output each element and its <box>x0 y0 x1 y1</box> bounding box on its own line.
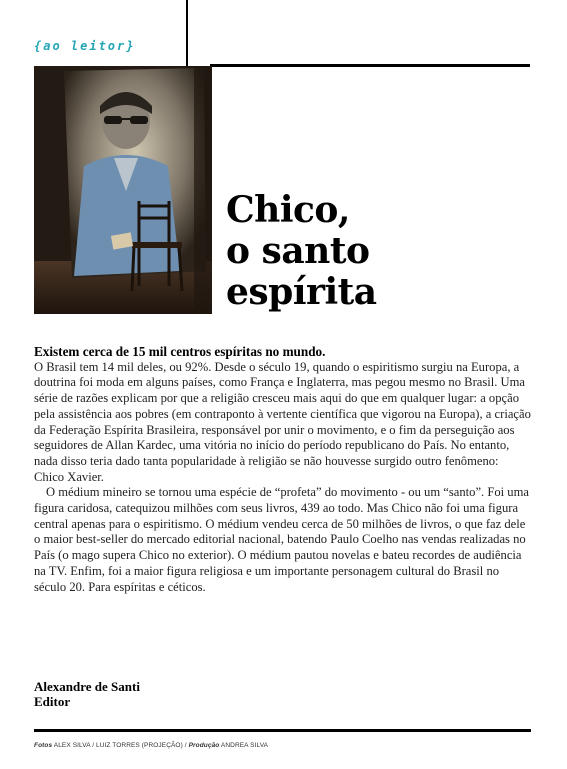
section-tag: {ao leitor} <box>34 39 136 53</box>
credits-producao-value: ANDREA SILVA <box>220 742 269 749</box>
credits-fotos-label: Fotos <box>34 742 53 749</box>
photo-illustration <box>34 66 212 314</box>
top-vertical-rule <box>186 0 188 66</box>
photo-credits <box>34 742 268 749</box>
signature-role: Editor <box>34 694 71 709</box>
headline <box>226 190 546 313</box>
paragraph-2: O médium mineiro se tornou uma espécie de “profeta” do movimento - ou um “santo”. Foi uma figura caridosa, catequizou milhões com seus livros, 439 ao todo. Mas Chico não foi uma figura central apenas para o espiritismo. O médium vendeu cerca de 50 milhões de livros, o que faz dele o maior best-seller do mercado editorial nacional, batendo Paulo Coelho nas vendas realizadas no País (o mago supera Chico no exterior). O médium pautou novelas e bateu recordes de audiência na TV. Enfim, foi a maior figura religiosa e um importante personagem cultural do Brasil no século 20. Para espíritas e céticos. <box>34 485 529 594</box>
cover-photo <box>34 66 212 314</box>
headline-line-3: espírita <box>226 271 377 313</box>
lead-sentence: Existem cerca de 15 mil centros espíritas no mundo. <box>34 344 326 359</box>
top-horizontal-rule <box>210 64 530 67</box>
article-body <box>34 344 531 595</box>
paragraph-1: O Brasil tem 14 mil deles, ou 92%. Desde o século 19, quando o espiritismo surgiu na Europa, a doutrina foi moda em alguns países, como França e Inglaterra, mas pegou mesmo no Brasil. Uma série de razões explicam por que a religião cresceu mais aqui do que em qualquer lugar: a opção pela assistência aos pobres (em contraponto à vertente científica que vigorou na Europa), a criação da Federação Espírita Brasileira, responsável por unir o movimento, e o fim da perseguição aos seguidores de Allan Kardec, uma vitória no início do período republicano do País. No entanto, nada disso teria dado tanta popularidade à religião se não houvesse surgido outro fenômeno: Chico Xavier. <box>34 359 531 484</box>
headline-line-1: Chico, <box>226 189 350 231</box>
headline-line-2: o santo <box>226 230 370 272</box>
signature <box>34 679 140 709</box>
credits-fotos-value: ALEX SILVA / LUIZ TORRES (PROJEÇÃO) / <box>53 742 187 749</box>
signature-name: Alexandre de Santi <box>34 679 140 694</box>
credits-producao-label: Produção <box>188 742 220 749</box>
bottom-horizontal-rule <box>34 729 531 732</box>
